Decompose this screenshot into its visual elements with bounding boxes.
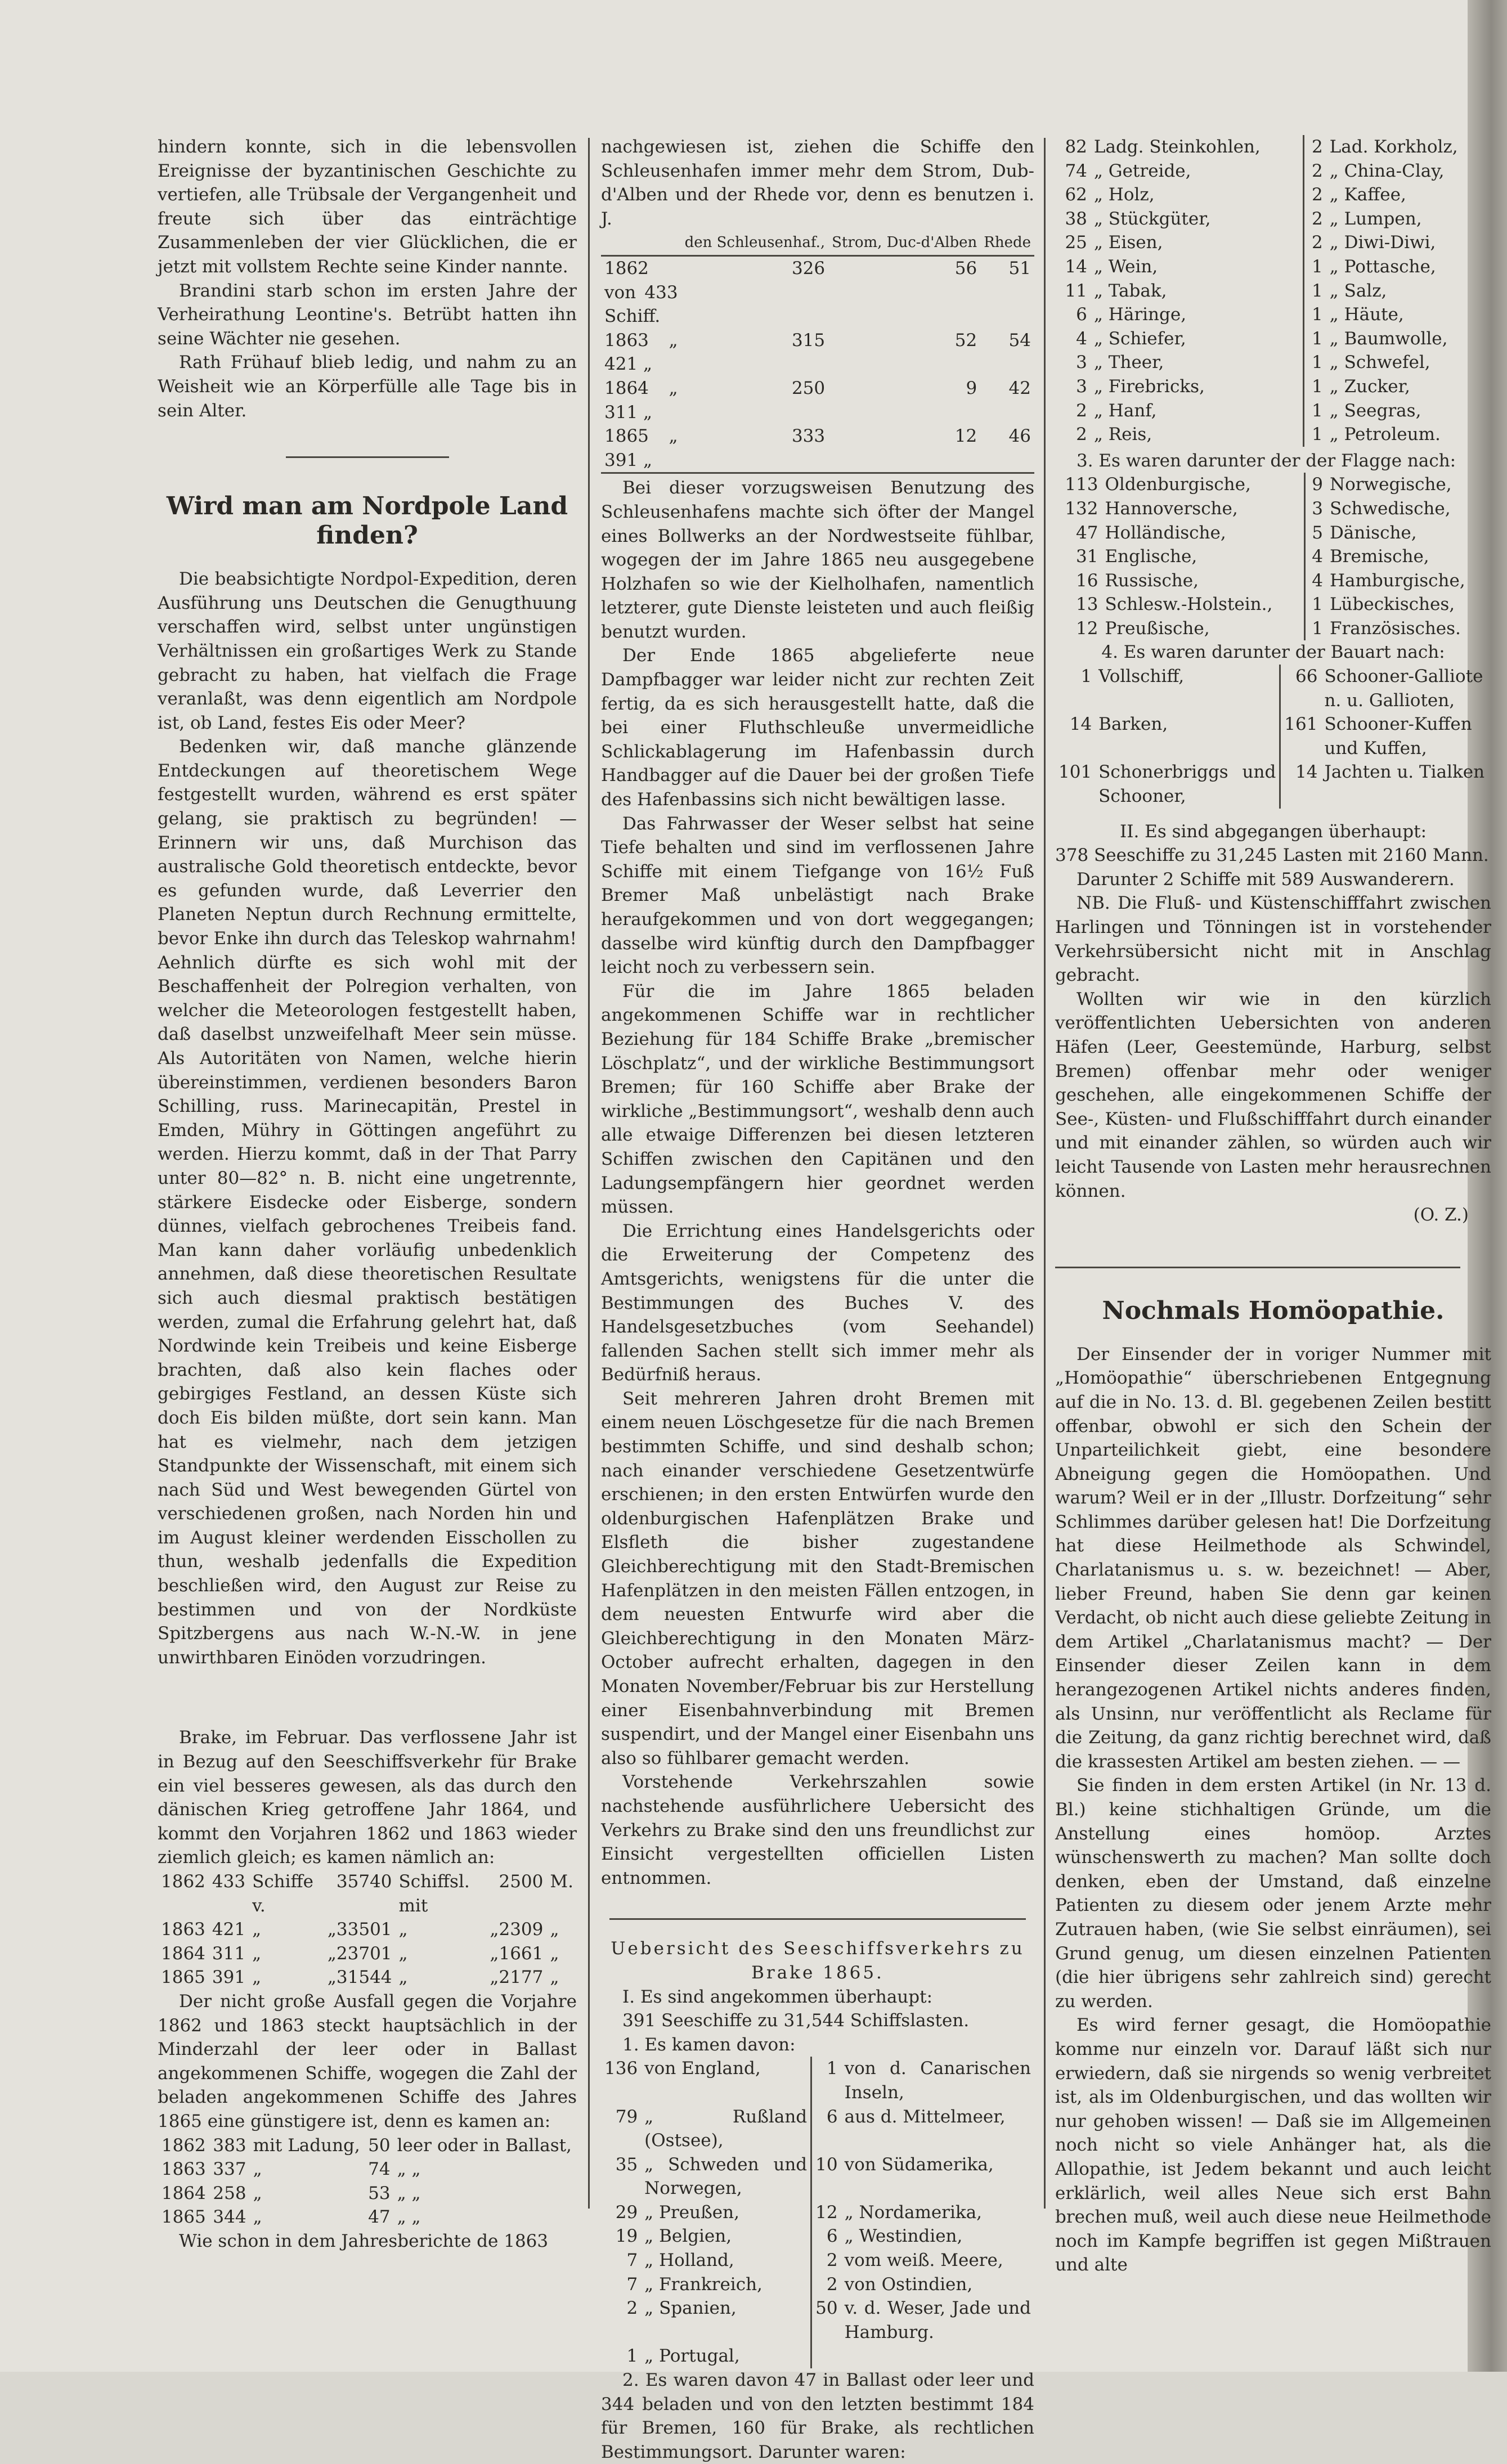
table-cell: Hannoversche, (1105, 498, 1238, 519)
table-cell: 11 (1065, 280, 1087, 301)
table-cell: 132 (1065, 498, 1098, 519)
table-cell: 1 (811, 2057, 841, 2104)
table-cell: „ Getreide, (1093, 160, 1191, 181)
table-cell: „ „ (397, 2183, 421, 2203)
harbour-col-2: Strom, Duc-d'Alben (828, 231, 980, 255)
nordpol-paragraph-1: Die beabsichtigte Nordpol-Expedition, deren Ausführung uns Deutschen die Genugthuung verschaffen wird, selbst unter ungünstigen Verhältnissen ein großartiges Werk zu Stande gebracht zu haben, hat vielfach die Frage veranlaßt, was denn eigentlich am Nordpole ist, ob Land, festes Eis oder Meer? (158, 569, 577, 733)
table-cell: 7 (626, 2274, 638, 2295)
table-cell: 1 (626, 2346, 638, 2367)
table-cell: „ Schiefer, (1093, 328, 1186, 349)
table-cell: 2 (811, 2273, 841, 2297)
column-rule-right (1044, 138, 1046, 2209)
table-row (1055, 593, 1491, 617)
table-cell: „ (252, 1967, 262, 1988)
table-row (601, 2344, 1034, 2368)
table-cell: 6 (1076, 304, 1087, 325)
table-row (1055, 303, 1491, 327)
table-cell: 25 (1065, 232, 1087, 253)
table-cell: 1 (1303, 423, 1326, 447)
table-cell: „ Holz, (1093, 185, 1155, 205)
table-cell: „ Seegras, (1329, 400, 1421, 421)
table-cell: 311 (212, 1943, 246, 1964)
harbour-use-table (601, 231, 1034, 472)
table-cell: 47 (1076, 522, 1098, 543)
table-cell: 6 (811, 2224, 841, 2248)
table-cell: 50 (368, 2135, 391, 2156)
table-row (601, 2201, 1034, 2225)
homoeopathie-paragraph-1: Der Einsender der in voriger Nummer mit „Homöopathie“ überschriebenen Entgegnung auf die in No. 13. d. Bl. gegebenen Zeilen bestitt offenbar, obwohl er sich den Schein der Unparteilichkeit giebt, eine besondere Abneigung gegen die Homöopathen. Und warum? Weil er in der „Illustr. Dorfzeitung“ sehr Schlimmes darüber gelesen hat! Die Dorfzeitung hat diese Heilmethode als Schwindel, Charlatanismus u. s. w. bezeichnet! — Aber, lieber Freund, haben Sie denn gar keinen Verdacht, ob nicht auch diese geliebte Zeitung in dem Artikel „Charlatanismus macht? — Der Einsender dieser Zeilen kann in dem herangezogenen Artikel nichts anderes finden, als Unsinn, nur veröffentlicht als Reclame für die Zeitung, da ganz richtig berechnet wird, daß die krassesten Artikel am besten ziehen. — — (1055, 1344, 1491, 1772)
table-cell: 53 (368, 2183, 391, 2203)
table-cell: 2 (626, 2298, 638, 2319)
table-cell: 113 (1065, 474, 1098, 495)
table-cell: aus d. Mittelmeer, (844, 2106, 1006, 2127)
harbour-paragraph: Der Ende 1865 abgelieferte neue Dampfbagger war leider nicht zur rechten Zeit fertig, da es sich herausgestellt hatte, daß die bei einer Fluthschleuße unvermeidliche Schlickablagerung im Hafenbassin durch Handbagger auf die Dauer bei der großen Tiefe des Hafenbassins sich nicht bewältigen lasse. (601, 645, 1034, 810)
table-row (1055, 375, 1491, 399)
table-cell: 51 (1008, 258, 1031, 279)
table-cell: „ Petroleum. (1329, 424, 1441, 445)
origins-table (601, 2057, 1034, 2368)
table-row (601, 2296, 1034, 2344)
article-title-nordpol: Wird man am Nordpole Land finden? (166, 492, 568, 550)
column-rule-left (588, 138, 590, 2209)
table-cell: 2 (1076, 400, 1087, 421)
harbour-paragraph: Bei dieser vorzugsweisen Benutzung des Schleusenhafens machte sich öfter der Mangel eines Bollwerks an der Nordwestseite fühlbar, wogegen der im Jahre 1865 neu ausgegebene Holzhafen so wie der Kielholhafen, namentlich letzterer, gute Dienste leisteten und auch fleißig benutzt wurden. (601, 478, 1034, 642)
table-cell: 1864 „ 311 „ (604, 378, 678, 423)
table-cell: 2 (811, 2248, 841, 2273)
table-cell: v. d. Weser, Jade und Hamburg. (844, 2298, 1031, 2342)
table-cell: „ Holland, (644, 2250, 734, 2271)
table-cell: 1 (1303, 351, 1326, 375)
table-cell: „31544 (327, 1967, 392, 1988)
table-row (158, 2205, 577, 2229)
table-row (1055, 351, 1491, 375)
table-row (1055, 473, 1491, 497)
table-cell: 344 (213, 2207, 246, 2228)
table-cell: 391 (212, 1967, 246, 1988)
table-cell: „33501 (327, 1919, 392, 1940)
table-cell: 136 (604, 2058, 638, 2079)
table-cell: 29 (615, 2202, 638, 2223)
table-cell: „ Eisen, (1093, 232, 1163, 253)
table-cell: 12 (1076, 618, 1098, 639)
harbour-paragraph: Das Fahrwasser der Weser selbst hat seine Tiefe behalten und sind im verflossenen Jahre Schiffe mit einem Tiefgange von 16½ Fuß Bremer Maß unbelästigt nach Brake heraufgekommen und von dort weggegangen; dasselbe wird künftig durch den Dampfbagger leicht noch zu verbessern sein. (601, 813, 1034, 978)
table-cell: 5 (1304, 521, 1326, 545)
table-row (1055, 521, 1491, 545)
table-cell: 337 (213, 2159, 246, 2180)
build-heading: 4. Es waren darunter der Bauart nach: (1101, 642, 1445, 663)
table-cell: „ Salz, (1329, 280, 1387, 301)
table-cell: 14 (1280, 760, 1321, 808)
table-cell: Schiffe v. (252, 1871, 313, 1916)
nb-note: NB. Die Fluß- und Küstenschifffahrt zwischen Harlingen und Tönningen ist in vorstehender Verkehrsübersicht nicht mit in Anschlag gebracht. (1055, 893, 1491, 986)
table-cell: 1 (1303, 375, 1326, 399)
story-ending-1: hindern konnte, sich in die lebensvollen Ereignisse der byzantinischen Geschichte zu vertiefen, alle Trübsale der Vergangenheit und freute sich über das einträchtige Zusammenleben der vier Glücklichen, die er jetzt mit vollstem Rechte seine Kinder nannte. (158, 137, 577, 277)
table-row (1055, 327, 1491, 351)
table-cell: „2309 (490, 1919, 544, 1940)
table-cell: 35 (615, 2154, 638, 2175)
table-cell: M. (550, 1871, 573, 1892)
table-row (1055, 712, 1491, 760)
table-cell: 52 (954, 330, 977, 351)
column-3 (1055, 135, 1491, 2277)
departed-heading: II. Es sind abgegangen überhaupt: (1119, 821, 1427, 842)
table-row (158, 1942, 577, 1966)
flag-heading: 3. Es waren darunter der der Flagge nach: (1077, 450, 1456, 471)
overview-separator (609, 1918, 1026, 1920)
table-cell: 161 (1280, 712, 1321, 760)
table-cell: Schlesw.-Holstein., (1105, 594, 1273, 615)
table-row (601, 376, 1034, 424)
table-cell: 315 (791, 330, 826, 351)
table-cell: 50 (811, 2296, 841, 2344)
table-row (1055, 423, 1491, 447)
build-table (1055, 665, 1491, 809)
table-cell: 1864 (161, 2183, 206, 2203)
table-cell: 9 (1304, 473, 1326, 497)
table-cell: 421 (212, 1919, 246, 1940)
article-title-homoeopathie: Nochmals Homöopathie. (1102, 1296, 1445, 1325)
table-cell: „ Zucker, (1329, 376, 1410, 397)
table-cell: 1863 (161, 2159, 206, 2180)
table-cell: 12 (811, 2201, 841, 2225)
table-cell: 7 (626, 2250, 638, 2271)
table-cell: „ Spanien, (644, 2298, 737, 2319)
table-cell: Holländische, (1105, 522, 1226, 543)
table-cell: „ Belgien, (644, 2226, 732, 2247)
harbour-paragraph: Die Errichtung eines Handelsgerichts oder die Erweiterung der Competenz des Amtsgerichts, wenigstens für die unter die Bestimmungen des Buches V. des Handelsgesetzbuches (vom Seehandel) fallenden Sachen stellt sich immer mehr als Bedürfniß heraus. (601, 1220, 1034, 1385)
table-cell: 101 (1059, 762, 1092, 783)
spacer (158, 1669, 577, 1726)
table-cell: 1 (1304, 593, 1326, 617)
table-cell: „ Diwi-Diwi, (1329, 232, 1436, 253)
table-row (1055, 183, 1491, 207)
table-row (158, 2134, 577, 2158)
table-cell (811, 2344, 841, 2368)
table-row (1055, 617, 1491, 641)
table-cell: „ Hanf, (1093, 400, 1157, 421)
table-cell: 35740 (336, 1871, 392, 1892)
table-cell: 38 (1065, 208, 1087, 229)
table-cell: „ Westindien, (844, 2226, 963, 2247)
table-row (1055, 665, 1491, 712)
table-cell: 66 (1280, 665, 1321, 712)
table-cell: 14 (1069, 714, 1092, 735)
table-cell: Oldenburgische, (1105, 474, 1251, 495)
table-row (158, 1965, 577, 1990)
table-cell: „ Firebricks, (1093, 376, 1205, 397)
table-cell: „ Nordamerika, (844, 2202, 983, 2223)
table-cell: „ „ (397, 2207, 421, 2228)
table-cell: „ Preußen, (644, 2202, 739, 2223)
table-cell: Russische, (1105, 570, 1199, 591)
table-cell: „ (550, 1919, 559, 1940)
table-cell: von England, (644, 2058, 761, 2079)
harbour-paragraph: Für die im Jahre 1865 beladen angekommenen Schiffe war in rechtlicher Beziehung für 184 Schiffe Brake „bremischer Löschplatz“, und der wirkliche Bestimmungsort Bremen; für 160 Schiffe aber Brake der wirkliche „Bestimmungsort“, weshalb denn auch alle etwaige Differenzen bei diesen letzteren Schiffen zwischen den Capitänen und den Ladungsempfängern hier geordnet werden müssen. (601, 981, 1034, 1218)
section-separator-2 (1055, 1267, 1460, 1268)
cargo-table (1055, 135, 1491, 447)
table-cell: 2 (1303, 183, 1326, 207)
table-cell: von d. Canarischen Inseln, (844, 2058, 1031, 2103)
table-row (1055, 545, 1491, 569)
table-cell: „ Wein, (1093, 256, 1158, 277)
brake-end: Wie schon in dem Jahresberichte de 1863 (179, 2230, 549, 2251)
table-cell: „ (398, 1967, 408, 1988)
homoeopathie-paragraph-2: Sie finden in dem ersten Artikel (in Nr. 13 d. Bl.) keine stichhaltigen Gründe, um die Anstellung eines homöop. Arztes wünschenswerth zu machen? Man sollte doch denken, eben der Umstand, daß einzelne Patienten zu diesem oder jenem Arzte mehr Zutrauen haben, (wie Sie selbst einräumen), sei Grund genug, um diesen einzelnen Patienten (die hier übrigens sehr zahlreich sind) gerecht zu werden. (1055, 1775, 1491, 2012)
table-cell: „ (550, 1943, 559, 1964)
table-cell: Hamburgische, (1329, 570, 1465, 591)
table-cell: 2 (1303, 231, 1326, 255)
table-cell: „ Häringe, (1093, 304, 1187, 325)
table-cell: „2177 (490, 1967, 544, 1988)
table-cell: „ Theer, (1093, 352, 1164, 373)
table-cell: „ Portugal, (644, 2346, 740, 2367)
table-cell: Schooner-Galliote n. u. Gallioten, (1324, 666, 1483, 711)
table-cell: 46 (1008, 426, 1031, 447)
table-cell: 1865 (161, 1967, 205, 1988)
table-cell: „ Pottasche, (1329, 256, 1436, 277)
overview-title: Uebersicht des Seeschiffsverkehrs zu Brake 1865. (611, 1938, 1025, 1983)
table-cell: 1865 (161, 2207, 206, 2228)
table-cell: 258 (213, 2183, 246, 2203)
table-cell: 47 (368, 2207, 391, 2228)
table-row (1055, 159, 1491, 183)
table-row (601, 2273, 1034, 2297)
table-cell: „ Baumwolle, (1329, 328, 1448, 349)
table-row (1055, 279, 1491, 303)
table-cell: 326 (791, 258, 826, 279)
section-separator (286, 456, 449, 458)
table-row (1055, 399, 1491, 423)
table-cell: 31 (1076, 546, 1098, 567)
story-ending-3: Rath Frühauf blieb ledig, und nahm zu an Weisheit wie an Körperfülle alle Tage bis in sein Alter. (158, 352, 577, 421)
table-cell: 12 (954, 426, 977, 447)
arrivals-table-1 (158, 1870, 577, 1990)
table-cell: „ (550, 1967, 559, 1988)
emigrants: Darunter 2 Schiffe mit 589 Auswanderern. (1077, 869, 1455, 890)
table-cell: „1661 (490, 1943, 544, 1964)
table-cell: „ Rußland (Ostsee), (644, 2106, 808, 2151)
closing-paragraph: Wollten wir wie in den kürzlich veröffentlichten Uebersichten von anderen Häfen (Leer, Geestemünde, Harburg, selbst Bremen) offenbar mehr oder weniger geschehen, alle eingekommenen Schiffe der See-, Küsten- und Flußschifffahrt durch einander und mit einander zählen, so würden auch wir leicht Tausende von Lasten mehr herausrechnen können. (1055, 989, 1491, 1201)
table-cell: 79 (615, 2106, 638, 2127)
arrived-heading: I. Es sind angekommen überhaupt: (622, 1986, 933, 2007)
table-cell: Norwegische, (1329, 474, 1452, 495)
table-cell: 74 (1065, 160, 1087, 181)
table-cell: „ (252, 1943, 262, 1964)
table-cell: 62 (1065, 185, 1087, 205)
table-row (1055, 760, 1491, 808)
homoeopathie-paragraph-3: Es wird ferner gesagt, die Homöopathie komme nur einzeln vor. Darauf läßt sich nur erwiedern, daß sie nirgends so wenig verbreitet ist, als im Oldenburgischen, und das wollten wir nur gehoben wissen! — Daß sie im Allgemeinen noch nicht so viele Anhänger hat, als die Allopathie, ist Jedem bekannt und auch leicht erklärlich, weil alles Neue sich erst Bahn brechen muß, weil auch diese neue Heilmethode noch im Kampfe begriffen ist gegen Mißtrauen und alte (1055, 2015, 1491, 2276)
table-cell: „ (253, 2207, 262, 2228)
table-cell: „ Häute, (1329, 304, 1404, 325)
flag-table (1055, 473, 1491, 640)
table-cell: Schooner-Kuffen und Kuffen, (1324, 714, 1472, 759)
table-cell: „ Kaffee, (1329, 185, 1406, 205)
table-cell: 56 (954, 258, 977, 279)
table-cell: Bremische, (1329, 546, 1429, 567)
table-cell: Schonerbriggs und Schooner, (1098, 762, 1276, 807)
table-cell: „ Lumpen, (1329, 208, 1422, 229)
table-cell: Jachten u. Tialken (1324, 762, 1485, 783)
table-cell: 13 (1076, 594, 1098, 615)
table-cell: „ (398, 1943, 408, 1964)
table-cell: 1864 (161, 1943, 205, 1964)
table-cell: 10 (811, 2153, 841, 2201)
table-cell: 2 (1076, 424, 1087, 445)
table-cell: Englische, (1105, 546, 1197, 567)
table-cell: 1863 „ 421 „ (604, 330, 678, 375)
table-cell: von Ostindien, (844, 2274, 973, 2295)
table-cell: 42 (1008, 378, 1031, 398)
table-cell: „ Schwefel, (1329, 352, 1430, 373)
arrived-total: 391 Seeschiffe zu 31,544 Schiffslasten. (622, 2010, 970, 2031)
table-cell: 19 (615, 2226, 638, 2247)
table-rule (601, 472, 1034, 474)
harbour-col-1: den Schleusenhaf., (681, 231, 829, 255)
table-cell: Französisches. (1329, 618, 1461, 639)
table-cell: 1863 (161, 1919, 205, 1940)
table-cell: „ Stückgüter, (1093, 208, 1211, 229)
table-row (601, 2224, 1034, 2248)
table-cell: 4 (1304, 545, 1326, 569)
table-cell: 1 (1080, 666, 1092, 687)
table-row (158, 2157, 577, 2182)
table-cell: 1 (1303, 255, 1326, 279)
table-row (601, 255, 1034, 328)
table-cell: 250 (791, 378, 826, 398)
table-cell: 1862 von 433 Schiff. (604, 258, 678, 327)
table-cell: 1862 (161, 2135, 206, 2156)
harbour-col-3: Rhede (980, 231, 1034, 255)
table-cell: 9 (966, 378, 977, 398)
table-cell: Vollschiff, (1098, 666, 1185, 687)
author-signature: (O. Z.) (1413, 1205, 1469, 1226)
table-cell: 433 (212, 1871, 246, 1892)
table-cell: von Südamerika, (844, 2154, 994, 2175)
table-cell: 1862 (161, 1871, 205, 1892)
table-cell: leer oder in Ballast, (397, 2135, 572, 2156)
harbour-paragraphs (601, 476, 1034, 1890)
table-row (601, 2057, 1034, 2104)
table-cell: „ (252, 1919, 262, 1940)
table-row (601, 2248, 1034, 2273)
table-cell: 4 (1076, 328, 1087, 349)
table-cell: 16 (1076, 570, 1098, 591)
nordpol-paragraph-2: Bedenken wir, daß manche glänzende Entdeckungen auf theoretischem Wege festgestellt wurden, während es erst später gelang, sie praktisch zu begründen! — Erinnern wir uns, daß Murchison das australische Gold theoretisch entdeckte, bevor es gefunden wurde, daß Leverrier den Planeten Neptun durch Rechnung ermittelte, bevor Enke ihn durch das Teleskop wahrnahm! Aehnlich dürfte es sich wohl mit der Beschaffenheit der Polregion verhalten, von welcher die Meteorologen festgestellt haben, daß daselbst unzweifelhaft Meer sein müsse. Als Autoritäten von Namen, welche hierin übereinstimmen, verdienen besonders Baron Schilling, russ. Marinecapitän, Prestel in Emden, Mühry in Göttingen angeführt zu werden. Hierzu kommt, daß in der That Parry unter 80—82° n. B. nicht eine ungetrennte, stärkere Eisdecke oder Eisberge, sondern dünnes, vielfach gebrochenes Treibeis fand. Man kann daher vorläufig unbedenklich annehmen, daß diese theoretischen Resultate sich auch diesmal praktisch bestätigen werden, zumal die Erfahrung gelehrt hat, daß Nordwinde kein Treibeis und keine Eisberge brachten, daß also kein flaches oder gebirgiges Festland, an dessen Küste sich doch Eis bilden müßte, dort sein kann. Man hat es vielmehr, nach dem jetzigen Standpunkte der Wissenschaft, mit einem sich nach Süd und West bewegenden Gürtel von verschiedenen großen, nach Norden hin und im August kleiner werdenden Eisschollen zu thun, weshalb jedenfalls die Expedition beschließen wird, den August zur Reise zu bestimmen und von der Nordküste Spitzbergens aus nach W.-N.-W. in jene unwirthbaren Einöden vorzudringen. (158, 737, 577, 1668)
table-cell: Lübeckisches, (1329, 594, 1455, 615)
table-cell: 2500 (499, 1871, 544, 1892)
table-row (601, 2153, 1034, 2201)
table-row (158, 2182, 577, 2206)
table-cell: „ Reis, (1093, 424, 1152, 445)
ballast-paragraph: 2. Es waren davon 47 in Ballast oder leer und 344 beladen und von den letzten bestimmt 184 für Bremen, 160 für Brake, als rechtlichen Bestimmungsort. Darunter waren: (601, 2370, 1034, 2462)
table-row (158, 1918, 577, 1942)
table-cell (841, 2344, 1034, 2368)
table-row (158, 1870, 577, 1918)
table-cell: 3 (1076, 352, 1087, 373)
table-cell: 1 (1304, 617, 1326, 641)
came-from-heading: 1. Es kamen davon: (622, 2034, 796, 2055)
table-cell: 74 (368, 2159, 391, 2180)
table-cell: Schwedische, (1329, 498, 1451, 519)
column-1 (158, 135, 577, 2254)
table-row (1055, 207, 1491, 231)
table-row (1055, 497, 1491, 521)
table-cell: 1865 „ 391 „ (604, 426, 678, 470)
table-cell: 6 (811, 2105, 841, 2153)
table-cell: Preußische, (1105, 618, 1210, 639)
table-cell: 1 (1303, 279, 1326, 303)
table-cell: „ (253, 2159, 262, 2180)
table-row (1055, 135, 1491, 159)
table-cell: Barken, (1098, 714, 1168, 735)
table-cell: „ Schweden und Norwegen, (644, 2154, 808, 2199)
table-cell: 1 (1303, 327, 1326, 351)
departed-total: 378 Seeschiffe zu 31,245 Lasten mit 2160 Mann. (1055, 845, 1489, 866)
table-cell: 1 (1303, 399, 1326, 423)
table-cell: 14 (1065, 256, 1087, 277)
table-row (1055, 569, 1491, 593)
table-cell: 3 (1076, 376, 1087, 397)
story-ending-2: Brandini starb schon im ersten Jahre der Verheirathung Leontine's. Betrübt hatten ihn seine Wächter nie gesehen. (158, 280, 577, 349)
table-cell: Dänische, (1329, 522, 1417, 543)
table-cell: 383 (213, 2135, 246, 2156)
table-cell: 2 (1303, 207, 1326, 231)
table-row (601, 424, 1034, 472)
column-2 (601, 135, 1034, 2464)
table-cell: mit Ladung, (253, 2135, 360, 2156)
table-cell: 1 (1303, 303, 1326, 327)
table-cell: 82 (1065, 137, 1087, 157)
table-cell: 54 (1008, 330, 1031, 351)
brake-intro: Brake, im Februar. Das verflossene Jahr ist in Bezug auf den Seeschiffsverkehr für Brake ein viel besseres gewesen, als das durch den dänischen Krieg getroffene Jahr 1864, und kommt den Vorjahren 1862 und 1863 wieder ziemlich gleich; es kamen nämlich an: (158, 1727, 577, 1868)
harbour-paragraph: Vorstehende Verkehrszahlen sowie nachstehende ausführlichere Uebersicht des Verkehrs zu Brake sind den uns freundlichst zur Einsicht vergestellten officiellen Listen entnommen. (601, 1772, 1034, 1888)
table-cell: „ Frankreich, (644, 2274, 763, 2295)
table-cell: 3 (1304, 497, 1326, 521)
table-row (1055, 255, 1491, 279)
table-row (601, 2105, 1034, 2153)
table-cell: Lad. Korkholz, (1329, 137, 1458, 157)
arrivals-table-2 (158, 2134, 577, 2229)
table-row (1055, 231, 1491, 255)
table-cell: Ladg. Steinkohlen, (1093, 137, 1261, 157)
table-row (601, 329, 1034, 376)
table-cell: „23701 (327, 1943, 392, 1964)
table-cell: „ China-Clay, (1329, 160, 1445, 181)
brake-middle: Der nicht große Ausfall gegen die Vorjahre 1862 und 1863 steckt hauptsächlich in der Minderzahl der leer oder in Ballast angekommenen Schiffe, wogegen die Zahl der beladen angekommenen Schiffe des Jahres 1865 eine günstigere ist, denn es kamen an: (158, 1991, 577, 2131)
harbour-intro: nachgewiesen ist, ziehen die Schiffe den Schleusenhafen immer mehr dem Strom, Dub-d'Alben und der Rhede vor, denn es benutzen i. J. (601, 137, 1034, 229)
table-cell: „ „ (397, 2159, 421, 2180)
table-cell: „ (398, 1919, 408, 1940)
table-cell: Schiffsl. mit (398, 1871, 470, 1916)
table-cell: 333 (791, 426, 826, 447)
table-cell: vom weiß. Meere, (844, 2250, 1003, 2271)
table-cell: 2 (1303, 159, 1326, 183)
harbour-paragraph: Seit mehreren Jahren droht Bremen mit einem neuen Löschgesetze für die nach Bremen bestimmten Schiffe, und sind deshalb schon; nach einander verschiedene Gesetzentwürfe erschienen; in den ersten Entwürfen wurde den oldenburgischen Hafenplätzen Brake und Elsfleth die bisher zugestandene Gleichberechtigung mit den Stadt-Bremischen Hafenplätzen in den meisten Fällen entzogen, in dem neuesten Entwurfe wird aber die Gleichberechtigung in den Monaten März-October aufrecht erhalten, dagegen in den Monaten November/Februar bis zur Herstellung einer Eisenbahnverbindung mit Bremen suspendirt, und der Mangel einer Eisenbahn uns also so fühlbarer gemacht werden. (601, 1388, 1034, 1769)
table-cell: „ Tabak, (1093, 280, 1167, 301)
table-cell: „ (253, 2183, 262, 2203)
table-cell: 2 (1303, 135, 1326, 159)
table-cell: 4 (1304, 569, 1326, 593)
